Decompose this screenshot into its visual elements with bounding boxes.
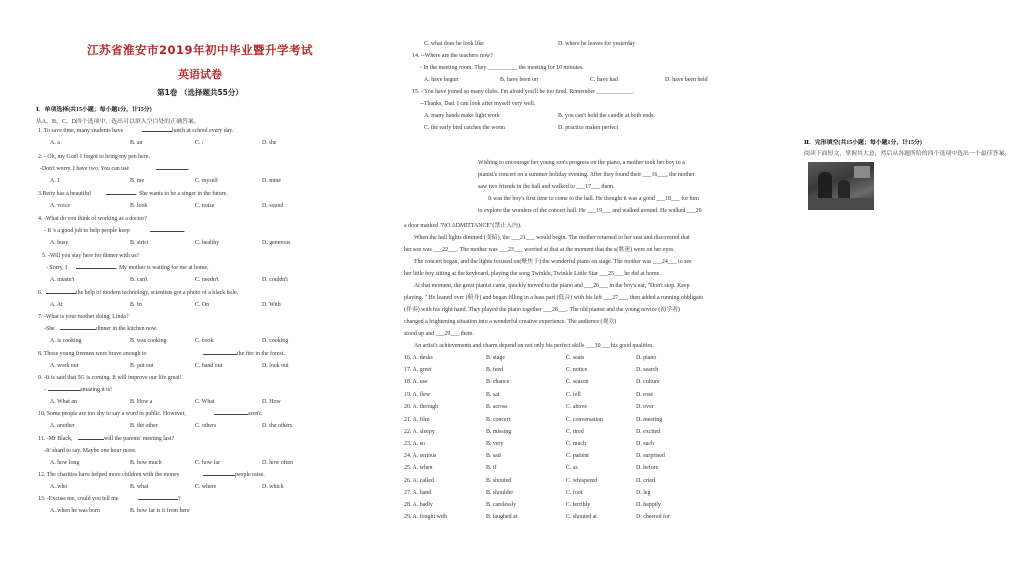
cloze-option: B. carelessly: [486, 502, 517, 508]
question-text: 10. Some people are too shy to say a word in public. However,: [38, 411, 186, 417]
question-text: 1. To save time, many students have: [38, 128, 124, 134]
cloze-option: B. feed: [486, 367, 504, 373]
passage-line: stood up and ___29___ them.: [404, 331, 474, 337]
cloze-option: C. much: [566, 441, 586, 447]
cloze-option: D. cheered for: [636, 514, 670, 520]
answer-option: C. /: [195, 140, 204, 146]
answer-option: D. the others: [262, 423, 293, 429]
question-text: - In the meeting room. They __________ the meeting for 10 minutes.: [420, 65, 584, 71]
answer-blank: [106, 194, 136, 195]
answer-option: A. voice: [50, 203, 70, 209]
answer-option: A. who: [50, 484, 68, 490]
cloze-option: C. seats: [566, 355, 585, 361]
answer-blank: [156, 169, 188, 170]
answer-option: C. What: [195, 399, 215, 405]
answer-option: D. With: [262, 302, 281, 308]
cloze-option: D. piano: [636, 355, 657, 361]
question-text: 14. --Where are the teachers now?: [412, 53, 493, 59]
question-text: 7. -What is your mother doing, Linda?: [38, 314, 129, 320]
answer-option: D. the: [262, 140, 277, 146]
answer-option: B. how much: [130, 460, 162, 466]
answer-option: C. noise: [195, 203, 215, 209]
question-blank-line: . She wants to be a singer in the future.: [106, 191, 228, 198]
answer-option: B. look: [130, 203, 148, 209]
answer-option: B. an: [130, 140, 143, 146]
answer-option: C. On: [195, 302, 210, 308]
answer-blank: [138, 499, 178, 500]
question-blank-line: . My mother is waiting for me at home.: [76, 265, 209, 272]
cloze-option: C. notice: [566, 367, 588, 373]
part-heading: 第1卷 （选择题共55分）: [157, 88, 243, 97]
question-text: D. have been held: [665, 77, 708, 83]
cloze-option: 25. A. when: [404, 465, 433, 471]
cloze-option: D. leg: [636, 490, 651, 496]
answer-option: A. busy: [50, 240, 69, 246]
cloze-option: B. concert: [486, 417, 511, 423]
section2-instruction: 阅读下面短文，掌握其大意，然后从各题所给的四个选项中选出一个最佳答案。: [804, 151, 1010, 157]
passage-line: It was the boy's first time to come to the hall. He thought it was a good ___18___ for him: [488, 196, 699, 202]
passage-line: An artist's achievements and charm depend on not only his perfect skills ___30___ his good qualities.: [414, 343, 654, 349]
cloze-option: C. above: [566, 404, 587, 410]
cloze-option: C. tired: [566, 429, 584, 435]
question-blank-line: the fire in the forest.: [203, 351, 285, 358]
answer-option: A. a: [50, 140, 60, 146]
cloze-option: B. sat: [486, 392, 500, 398]
cloze-option: C. shouted at: [566, 514, 597, 520]
passage-line: her son was ___22___. The mother was ___23___ worried at that at the moment that the s(歌迷) were on her eyes.: [404, 247, 675, 253]
exam-subtitle: 英语试卷: [178, 68, 222, 81]
cloze-option: C. terribly: [566, 502, 591, 508]
passage-line: (伴奏) with his right hand. They played the piano together ___28___. The old pianist and the young novice (初学者): [404, 307, 680, 313]
answer-option: A. work out: [50, 363, 79, 369]
passage-line: Wishing to encourage her young son's progress on the piano, a mother took her boy to a: [478, 160, 685, 166]
section2-heading: Ⅱ．完形填空(共15小题；每小题1分，计15分): [804, 140, 922, 146]
answer-option: D. couldn't: [262, 277, 288, 283]
cloze-option: 24. A. serious: [404, 453, 437, 459]
answer-option: C. hand out: [195, 363, 223, 369]
section1-instruction: 从A、B、C、D四个选项中，选出可以填入空白处的正确答案。: [36, 119, 200, 125]
cloze-option: D. happily: [636, 502, 661, 508]
answer-option: A. is cooking: [50, 338, 82, 344]
answer-option: C. myself: [195, 178, 218, 184]
answer-option: A. At: [50, 302, 63, 308]
cloze-option: B. shoulder: [486, 490, 514, 496]
cloze-option: D. meeting: [636, 417, 663, 423]
question-text: 4. -What do you think of working as a doctor?: [38, 216, 147, 222]
passage-line: playing. " He leaned over (俯身) and began filling in a bass part (低音) with his left ___27___, then added a running obbligato: [404, 295, 704, 301]
exam-title: 江苏省淮安市2019年初中毕业暨升学考试: [86, 43, 313, 57]
question-text: C. have had: [590, 77, 618, 83]
question-text: 3.Betty has a beautiful: [38, 191, 92, 197]
question-text: 2. - Oh, my God! I forgot to bring my pen here.: [38, 154, 150, 160]
answer-blank: [203, 354, 237, 355]
answer-option: A. I: [50, 178, 60, 184]
cloze-option: D. rose: [636, 392, 654, 398]
cloze-option: 16. A. desks: [404, 355, 433, 361]
answer-option: B. the other: [130, 423, 158, 429]
cloze-option: D. search: [636, 367, 659, 373]
answer-option: D. cooking: [262, 338, 289, 344]
question-text: C. what does he look like: [424, 41, 484, 47]
cloze-option: D. excited: [636, 429, 661, 435]
cloze-option: D. such: [636, 441, 654, 447]
question-text: --Thanks, Dad. I can look after myself very well.: [420, 101, 536, 107]
answer-option: C. how far: [195, 460, 221, 466]
answer-option: D. how often: [262, 460, 293, 466]
passage-line: pianist's concert on a summer holiday evening. After they found their ___16___, the mother: [478, 172, 695, 178]
question-text: 11. -Mr Black,: [38, 436, 73, 442]
answer-blank: [214, 414, 248, 415]
question-text: 9. -It is said that 5G is coming. It will improve our life great!: [38, 375, 182, 381]
question-text: A. many hands make light work: [424, 113, 500, 119]
question-text: 12. The charities have helped more children with the money: [38, 472, 180, 478]
concert-photo-image: [808, 162, 874, 210]
answer-blank: [48, 390, 80, 391]
cloze-option: B. shouted: [486, 478, 512, 484]
cloze-option: 17. A. greet: [404, 367, 432, 373]
cloze-option: 27. A. hand: [404, 490, 432, 496]
answer-option: D. mine: [262, 178, 281, 184]
cloze-option: D. culture: [636, 379, 660, 385]
answer-option: B. can't: [130, 277, 148, 283]
question-blank-line: dinner in the kitchen now.: [60, 326, 157, 333]
question-text: C. the early bird catches the worm: [424, 125, 505, 131]
answer-option: A. mustn't: [50, 277, 75, 283]
question-blank-line: will the parents' meeting last?: [78, 436, 174, 443]
question-text: A. have begun: [424, 77, 459, 83]
passage-line: When the hall lights dimmed (变暗), the ___21___ would begin. The mother returned to her seat and discovered that: [414, 235, 690, 241]
passage-line: saw two friends in the hall and walked to ___17___ them.: [478, 184, 615, 190]
question-blank-line: aren't.: [214, 411, 262, 418]
question-text: D. where he leaves for yesterday: [558, 41, 636, 47]
answer-blank: [78, 439, 104, 440]
question-text: 5. -Will you stay here for dinner with us?: [42, 253, 140, 259]
answer-blank: [46, 293, 76, 294]
cloze-option: B. sad: [486, 453, 501, 459]
answer-option: B. strict: [130, 240, 149, 246]
question-text: B. have been on: [500, 77, 538, 83]
section1-heading: Ⅰ．单项选择(共15小题；每小题1分，计15分): [36, 107, 152, 113]
cloze-option: 22. A. sleepy: [404, 429, 435, 435]
answer-blank: [142, 131, 172, 132]
answer-option: C. needn't: [195, 277, 219, 283]
cloze-option: D. cried: [636, 478, 655, 484]
answer-option: C. cook: [195, 338, 214, 344]
question-blank-line: amazing it is!: [48, 387, 112, 394]
cloze-option: B. stage: [486, 355, 505, 361]
answer-option: D. look out: [262, 363, 289, 369]
question-text: 15. - You have joined so many clubs. I'm afraid you'll be too tired. Remember ____________.: [412, 89, 634, 95]
answer-option: B. In: [130, 302, 142, 308]
cloze-option: C. fell: [566, 392, 581, 398]
question-text: -Don't worry. I have two. You can use: [40, 166, 130, 172]
cloze-option: 23. A. so: [404, 441, 425, 447]
answer-blank: [150, 231, 184, 232]
cloze-option: B. missing: [486, 429, 512, 435]
answer-option: B. How a: [130, 399, 153, 405]
answer-option: C. healthy: [195, 240, 220, 246]
cloze-option: D. over: [636, 404, 654, 410]
question-blank-line: people raise.: [203, 472, 265, 479]
question-blank-line: ?: [138, 496, 181, 503]
answer-option: A. What an: [50, 399, 77, 405]
question-blank-line: the help of modern technology, scientists got a photo of a black hole.: [46, 290, 238, 297]
passage-line: At that moment, the great pianist came, quickly moved to the piano and ___26___ in the boy's ear, "Don't stop. Keep: [414, 283, 690, 289]
question-text: -It' shard to say. Maybe one hour more.: [44, 448, 137, 454]
question-text: -: [44, 387, 46, 393]
question-text: - It 's a good job to help people keep: [44, 228, 130, 234]
cloze-option: 20. A. through: [404, 404, 439, 410]
question-text: -She: [44, 326, 55, 332]
answer-option: D. How: [262, 399, 281, 405]
cloze-option: 26. A. called: [404, 478, 434, 484]
answer-option: B. was cooking: [130, 338, 167, 344]
question-blank-line: .: [150, 228, 185, 235]
cloze-option: C. conversation: [566, 417, 603, 423]
cloze-option: B. laughed at: [486, 514, 518, 520]
cloze-option: 28. A. badly: [404, 502, 433, 508]
question-blank-line: lunch at school every day.: [142, 128, 233, 135]
cloze-option: 18. A. use: [404, 379, 428, 385]
passage-line: The concert began, and the lights focused on(聚焦于) the wonderful piano on stage. The mother was ___24___ to see: [414, 259, 692, 265]
cloze-option: D. before: [636, 465, 659, 471]
answer-option: D. sound: [262, 203, 284, 209]
answer-option: B. how far is it from here: [130, 508, 190, 514]
cloze-option: B. very: [486, 441, 504, 447]
cloze-option: C. as: [566, 465, 578, 471]
question-text: D. practice makes perfect: [558, 125, 619, 131]
cloze-option: B. if: [486, 465, 497, 471]
cloze-option: 21. A. film: [404, 417, 430, 423]
cloze-option: 19. A. flew: [404, 392, 431, 398]
answer-option: C. where: [195, 484, 217, 490]
question-text: - Sorry, I: [46, 265, 68, 271]
passage-line: a door marked "NO ADMITTANCE"(禁止入内).: [404, 223, 522, 229]
answer-option: D. generous: [262, 240, 291, 246]
answer-option: A. when he was born: [50, 508, 100, 514]
question-text: 8. Those young firemen were brave enough to: [38, 351, 147, 357]
question-text: B. you can't hold the candle at both ends.: [558, 113, 655, 119]
answer-option: A. how long: [50, 460, 80, 466]
cloze-option: B. across: [486, 404, 508, 410]
question-blank-line: .: [156, 166, 189, 173]
answer-option: B. what: [130, 484, 149, 490]
cloze-option: D. surprised: [636, 453, 665, 459]
cloze-option: 29. A. fought with: [404, 514, 448, 520]
passage-line: changed a frightening situation into a wonderful creative experience. The audience (观众): [404, 319, 617, 325]
answer-option: D. which: [262, 484, 284, 490]
passage-line: her little boy sitting at the keyboard, playing the song Twinkle, Twinkle Little Star ___25___ he did at home.: [404, 271, 661, 277]
question-text: 6.: [38, 290, 43, 296]
cloze-option: C. season: [566, 379, 589, 385]
answer-blank: [76, 268, 116, 269]
answer-blank: [60, 329, 96, 330]
answer-blank: [203, 475, 235, 476]
passage-line: to explore the wonders of the concert hall. He ___19___ and walked around. He walked ___20: [478, 208, 702, 214]
cloze-option: C. whispered: [566, 478, 598, 484]
answer-option: C. others: [195, 423, 217, 429]
answer-option: B. put out: [130, 363, 154, 369]
question-text: 13. -Excuse me, could you tell me: [38, 496, 119, 502]
cloze-option: C. patient: [566, 453, 589, 459]
cloze-option: C. foot: [566, 490, 583, 496]
answer-option: A. another: [50, 423, 75, 429]
cloze-option: B. chance: [486, 379, 510, 385]
answer-option: B. me: [130, 178, 145, 184]
